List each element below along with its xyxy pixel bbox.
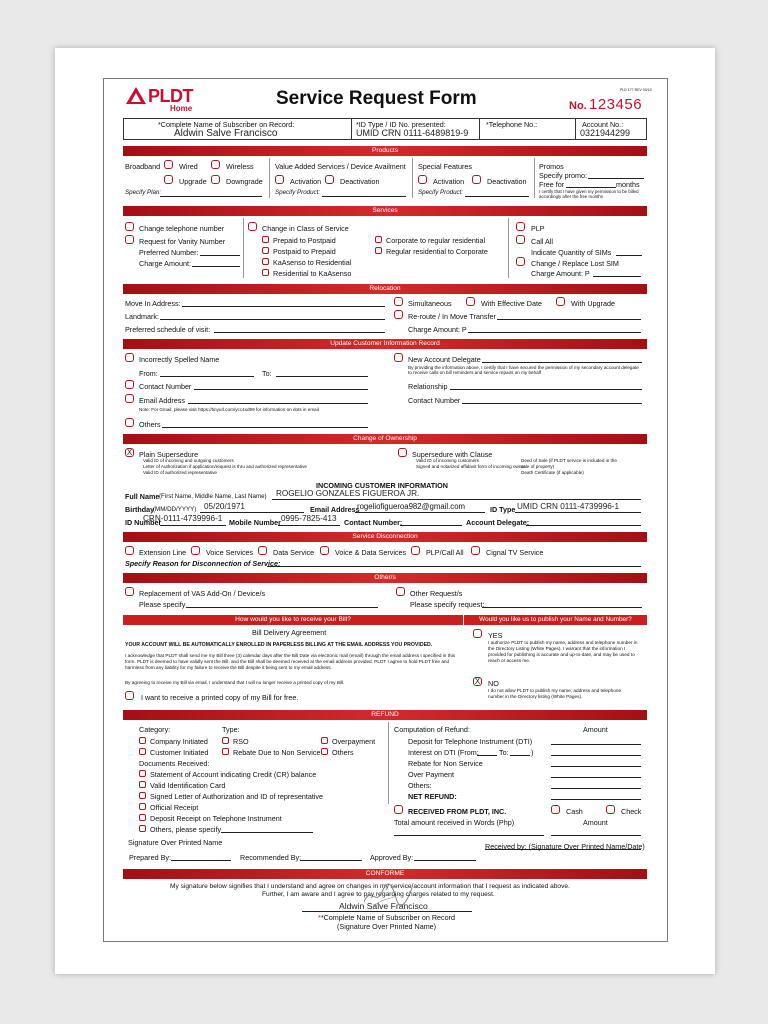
company-initiated-label: Company Initiated	[150, 737, 208, 746]
vanity-number-checkbox[interactable]	[125, 235, 134, 244]
customer-initiated-checkbox[interactable]	[139, 748, 146, 755]
full-name-hint: (First Name, Middle Name, Last Name)	[159, 493, 267, 500]
contact-number-label: Contact Number	[139, 382, 192, 391]
indicate-sims-label: Indicate Quantity of SIMs	[531, 248, 612, 257]
wired-label: Wired	[179, 162, 198, 171]
other-request-checkbox[interactable]	[396, 587, 405, 596]
voice-data-label: Voice & Data Services	[335, 548, 407, 557]
to-label: To:	[262, 369, 272, 378]
incoming-email-line	[355, 512, 485, 513]
cash-checkbox[interactable]	[551, 805, 560, 814]
new-delegate-checkbox[interactable]	[394, 353, 403, 362]
contact-number-checkbox[interactable]	[125, 380, 134, 389]
computation-label: Computation of Refund:	[394, 725, 470, 734]
plp-call-all-checkbox[interactable]	[411, 546, 420, 555]
refund-others-checkbox[interactable]	[321, 748, 328, 755]
section-others-bar: Other/s	[123, 573, 647, 583]
comp-others-label: Others:	[408, 781, 432, 790]
vas-specify-label: Please specify	[139, 600, 186, 609]
comp-interest-line[interactable]	[551, 755, 641, 756]
preferred-number-label: Preferred Number:	[139, 248, 199, 257]
simultaneous-checkbox[interactable]	[394, 297, 403, 306]
special-specify-product-label: Specify Product:	[418, 189, 464, 196]
schedule-label: Preferred schedule of visit:	[125, 325, 211, 334]
landmark-label: Landmark:	[125, 312, 159, 321]
vas-activation-checkbox[interactable]	[275, 175, 284, 184]
specify-plan-line[interactable]	[160, 196, 262, 197]
upgrade-checkbox[interactable]	[164, 175, 173, 184]
simultaneous-label: Simultaneous	[408, 299, 452, 308]
id-number-label: ID Number	[125, 518, 162, 527]
comp-interest-to-line[interactable]	[510, 755, 530, 756]
plain-note-2: Letter of Authorization if application/request is thru and authorized representative	[143, 464, 307, 469]
sim-charge-label: Charge Amount: P	[531, 269, 590, 278]
comp-rebate-line[interactable]	[551, 766, 641, 767]
publish-bar: Would you like us to publish your Name and Number?	[464, 615, 647, 625]
refund-others-label: Others	[332, 748, 354, 757]
specify-promo-line[interactable]	[588, 178, 644, 179]
vas-replacement-label: Replacement of VAS Add-On / Device/s	[139, 589, 266, 598]
wired-checkbox[interactable]	[164, 160, 173, 169]
downgrade-checkbox[interactable]	[211, 175, 220, 184]
comp-interest-label: Interest on DTI (From:	[408, 748, 479, 757]
move-in-line[interactable]	[182, 306, 385, 307]
special-deactivation-checkbox[interactable]	[472, 175, 481, 184]
received-label: RECEIVED FROM PLDT, INC.	[408, 807, 507, 816]
specify-plan-label: Specify Plan:	[125, 189, 162, 196]
rso-label: RSO	[233, 737, 249, 746]
section-ownership-bar: Change of Ownership	[123, 434, 647, 444]
residential-corp-checkbox[interactable]	[375, 247, 382, 254]
vas-activation-label: Activation	[290, 177, 322, 186]
conforme-text-2: Further, I am aware and I agree to pay regarding charges related to my request.	[262, 891, 495, 898]
others-update-label: Others	[139, 420, 161, 429]
account-no-value[interactable]: 0321944299	[580, 128, 631, 138]
refund-signature-label: Signature Over Printed Name	[128, 838, 223, 847]
doc-deposit-label: Deposit Receipt on Telephone Instrument	[150, 814, 282, 823]
relationship-label: Relationship	[408, 382, 448, 391]
doc-receipt-label: Official Receipt	[150, 803, 199, 812]
voice-services-checkbox[interactable]	[191, 546, 200, 555]
doc-id-label: Valid Identification Card	[150, 781, 226, 790]
months-label: months	[616, 180, 640, 189]
birthday-line	[200, 512, 304, 513]
bill-acknowledgement: I acknowledge that PLDT shall send me my Bill three (3) calendar days after the Bill Date via electronic mail (email) through the email address I specified in this form. PLDT is deemed to have validly sent the Bill, and the Bill shall be deemed received at the email address provided. PLDT I agree to hold PLDT free and harmless from any liability for my failure to receive the Bill despite it being sent to my email address.	[125, 653, 456, 671]
section-disconnection-bar: Service Disconnection	[123, 532, 647, 542]
supersedure-clause-label: Supersedure with Clause	[412, 450, 493, 459]
vas-specify-product-line[interactable]	[322, 196, 406, 197]
preferred-number-line[interactable]	[200, 255, 240, 256]
birthday-hint: (MM/DD/YYYY)	[153, 506, 197, 513]
relocation-charge-label: Charge Amount: P	[408, 325, 467, 334]
received-checkbox[interactable]	[394, 805, 403, 814]
corp-residential-checkbox[interactable]	[375, 236, 382, 243]
incoming-id-type-label: ID Type	[490, 505, 516, 514]
downgrade-label: Downgrade	[226, 177, 263, 186]
specify-request-line[interactable]	[482, 607, 642, 608]
total-words-line[interactable]	[394, 835, 544, 836]
special-features-title: Special Features	[418, 162, 472, 171]
bill-delivery-bar: How would you like to receive your Bill?	[123, 615, 463, 625]
account-delegate-label: Account Delegate:	[466, 518, 530, 527]
doc-deposit-checkbox[interactable]	[139, 814, 146, 821]
with-upgrade-checkbox[interactable]	[556, 297, 565, 306]
printed-bill-checkbox[interactable]	[125, 691, 134, 700]
plain-note-1: Valid ID of incoming and outgoing customers	[143, 458, 234, 463]
incoming-id-type-value[interactable]: UMID CRN 0111-4739996-1	[517, 502, 620, 511]
email-checkbox[interactable]	[125, 394, 134, 403]
wireless-label: Wireless	[226, 162, 254, 171]
change-telephone-label: Change telephone number	[139, 224, 225, 233]
conforme-name-label-text: *Complete Name of Subscriber on Record	[320, 913, 456, 922]
mobile-value[interactable]: 0995-7825-413	[281, 514, 337, 523]
paperless-notice: YOUR ACCOUNT WILL BE AUTOMATICALLY ENROLLED IN PAPERLESS BILLING AT THE EMAIL ADDRESS YOU PROVIDED.	[125, 642, 433, 648]
doc-id-checkbox[interactable]	[139, 781, 146, 788]
prepared-by-label: Prepared By:	[129, 853, 171, 862]
full-name-value[interactable]: ROGELIO GONZALES FIGUEROA JR.	[276, 489, 420, 498]
section-conforme-bar: CONFORME	[123, 869, 647, 879]
section-relocation-bar: Relocation	[123, 284, 647, 294]
disconnection-reason-line[interactable]	[267, 566, 641, 567]
subscriber-name-value[interactable]: Aldwin Salve Francisco	[174, 128, 278, 139]
received-by-line	[485, 849, 641, 850]
landmark-line[interactable]	[160, 319, 385, 320]
refund-type-label: Type:	[222, 725, 240, 734]
kaasenso-residential-checkbox[interactable]	[262, 258, 269, 265]
subscriber-name-label: *Complete Name of Subscriber on Record:	[158, 120, 295, 129]
rebate-label: Rebate Due to Non Service	[233, 748, 321, 757]
plp-label: PLP	[531, 224, 545, 233]
plain-supersedure-label: Plain Supersedure	[139, 450, 199, 459]
doc-soa-checkbox[interactable]	[139, 770, 146, 777]
special-deactivation-label: Deactivation	[487, 177, 527, 186]
special-specify-product-line[interactable]	[465, 196, 529, 197]
approved-by-label: Approved By:	[370, 853, 414, 862]
vanity-charge-label: Charge Amount:	[139, 259, 191, 268]
data-service-checkbox[interactable]	[258, 546, 267, 555]
plain-note-3: Valid ID of authorized representative	[143, 470, 217, 475]
schedule-line[interactable]	[214, 332, 385, 333]
gmail-note: Note: For Gmail, please visit https://tinyurl.com/ycc4xd99 for information on dots in email	[139, 407, 319, 412]
clause-note-a2: Signed and notarized affidavit form of incoming owner	[416, 464, 526, 469]
publish-no-label: NO	[488, 679, 499, 688]
special-activation-label: Activation	[433, 177, 465, 186]
computation-amount-label: Amount	[583, 725, 608, 734]
effective-date-label: With Effective Date	[481, 299, 542, 308]
net-refund-label: NET REFUND:	[408, 792, 457, 801]
doc-receipt-checkbox[interactable]	[139, 803, 146, 810]
doc-authorization-checkbox[interactable]	[139, 792, 146, 799]
bill-agreement-title: Bill Delivery Agreement	[252, 628, 327, 637]
doc-soa-label: Statement of Account indicating Credit (CR) balance	[150, 770, 317, 779]
full-name-line	[272, 499, 641, 500]
delegate-contact-label: Contact Number	[408, 396, 461, 405]
relocation-charge-line[interactable]	[468, 332, 641, 333]
comp-rebate-label: Rebate for Non Service	[408, 759, 483, 768]
brand-name: PLDT	[148, 86, 193, 106]
id-number-line	[160, 525, 226, 526]
change-sim-checkbox[interactable]	[516, 257, 525, 266]
incoming-email-value[interactable]: rogeliofigueroa982@gmail.com	[357, 502, 466, 511]
total-amount-line[interactable]	[551, 835, 641, 836]
full-name-label: Full Name	[125, 492, 160, 501]
to-line[interactable]	[276, 376, 368, 377]
with-upgrade-label: With Upgrade	[571, 299, 615, 308]
form-code: PLD 177 REV 03/19	[620, 88, 652, 92]
telephone-label: *Telephone No.:	[486, 120, 538, 129]
voice-data-checkbox[interactable]	[320, 546, 329, 555]
residential-corp-label: Regular residential to Corporate	[386, 247, 488, 256]
section-products-bar: Products	[123, 146, 647, 156]
cignal-tv-label: Cignal TV Service	[486, 548, 544, 557]
form-number: 123456	[589, 96, 643, 113]
change-telephone-checkbox[interactable]	[125, 222, 134, 231]
clause-note-b1: Deed of Sale (if PLDT service is included in the sale of property)	[521, 458, 617, 469]
from-label: From:	[139, 369, 158, 378]
call-all-label: Call All	[531, 237, 553, 246]
extension-line-label: Extension Line	[139, 548, 187, 557]
birthday-value[interactable]: 05/20/1971	[204, 502, 245, 511]
publish-no-text: I do not allow PLDT to publish my name, address and telephone number in the Directory listing (White Pages).	[488, 688, 622, 699]
specify-request-label: Please specify request:	[410, 600, 485, 609]
new-delegate-line[interactable]	[482, 362, 642, 363]
vas-deactivation-label: Deactivation	[340, 177, 380, 186]
comp-overpayment-line[interactable]	[551, 777, 641, 778]
change-sim-label: Change / Replace Lost SIM	[531, 259, 619, 268]
doc-others-checkbox[interactable]	[139, 825, 146, 832]
approved-by-line[interactable]	[414, 860, 476, 861]
sim-charge-line[interactable]	[593, 276, 641, 277]
clause-note-a1: Valid ID of incoming customers	[416, 458, 479, 463]
brand-sub: Home	[170, 104, 193, 113]
vas-deactivation-checkbox[interactable]	[325, 175, 334, 184]
pldt-logo-icon	[125, 86, 147, 106]
voice-services-label: Voice Services	[206, 548, 254, 557]
net-refund-line[interactable]	[551, 799, 641, 800]
account-delegate-line[interactable]	[526, 525, 641, 526]
rso-checkbox[interactable]	[222, 737, 229, 744]
received-by-label: Received by: (Signature Over Printed Name/Date)	[485, 842, 645, 851]
vanity-number-label: Request for Vanity Number	[139, 237, 226, 246]
vas-title: Value Added Services / Device Availment	[275, 162, 406, 171]
customer-initiated-label: Customer Initiated	[150, 748, 209, 757]
comp-interest-from-line[interactable]	[477, 755, 497, 756]
upgrade-label: Upgrade	[179, 177, 207, 186]
doc-others-line[interactable]	[221, 832, 313, 833]
supersedure-clause-checkbox[interactable]	[398, 448, 407, 457]
residential-kaasenso-checkbox[interactable]	[262, 269, 269, 276]
conforme-name-label: **Complete Name of Subscriber on Record	[318, 913, 456, 922]
broadband-label: Broadband	[125, 162, 161, 171]
incoming-id-type-line	[515, 512, 641, 513]
indicate-sims-line[interactable]	[616, 255, 642, 256]
rebate-checkbox[interactable]	[222, 748, 229, 755]
others-update-line[interactable]	[162, 427, 368, 428]
residential-kaasenso-label: Residential to KaAsenso	[273, 269, 352, 278]
other-request-label: Other Request/s	[410, 589, 463, 598]
prepared-by-line[interactable]	[171, 860, 231, 861]
new-delegate-label: New Account Delegate	[408, 355, 481, 364]
doc-authorization-label: Signed Letter of Authorization and ID of representative	[150, 792, 324, 801]
reroute-label: Re-route / In Move Transfer	[408, 312, 496, 321]
overpayment-label: Overpayment	[332, 737, 376, 746]
data-service-label: Data Service	[273, 548, 315, 557]
prepaid-postpaid-checkbox[interactable]	[262, 236, 269, 243]
vas-replacement-checkbox[interactable]	[125, 587, 134, 596]
incoming-contact-line[interactable]	[400, 525, 462, 526]
move-in-label: Move In Address:	[125, 299, 181, 308]
comp-dti-label: Deposit for Telephone Instrument (DTI)	[408, 737, 533, 746]
conforme-signature-line	[302, 911, 472, 912]
delegate-note: By providing the information above, I certify that I have secured the permission of my secondary account delegate to receive calls on bill reminders and service repairs on my behalf	[408, 365, 639, 376]
prepaid-postpaid-label: Prepaid to Postpaid	[273, 236, 336, 245]
plain-supersedure-checkbox[interactable]: X	[126, 448, 133, 457]
doc-others-label: Others, please specify	[150, 825, 222, 834]
cash-label: Cash	[566, 807, 583, 816]
printed-bill-label: I want to receive a printed copy of my Bill for free.	[141, 693, 299, 702]
cignal-tv-checkbox[interactable]	[471, 546, 480, 555]
others-update-checkbox[interactable]	[125, 418, 134, 427]
from-line[interactable]	[160, 376, 254, 377]
id-type-value[interactable]: UMID CRN 0111-6489819-9	[356, 128, 469, 138]
effective-date-checkbox[interactable]	[466, 297, 475, 306]
publish-yes-checkbox[interactable]	[473, 629, 482, 638]
email-line[interactable]	[188, 403, 368, 404]
contact-number-line[interactable]	[194, 389, 368, 390]
section-update-bar: Update Customer Information Record	[123, 339, 647, 349]
bill-acknowledgement-2: By agreeing to receive my Bill via email, I understand that I will no longer receive a printed copy of my Bill.	[125, 680, 345, 685]
delegate-contact-line[interactable]	[462, 403, 642, 404]
misspelled-checkbox[interactable]	[125, 353, 134, 362]
total-amount-label: Amount	[583, 818, 608, 827]
promos-title: Promos	[539, 162, 564, 171]
refund-category-label: Category:	[139, 725, 171, 734]
relationship-line[interactable]	[450, 389, 642, 390]
company-initiated-checkbox[interactable]	[139, 737, 146, 744]
vas-specify-product-label: Specify Product:	[275, 189, 321, 196]
free-for-label: Free for	[539, 180, 565, 189]
wireless-checkbox[interactable]	[211, 160, 220, 169]
comp-overpayment-label: Over Payment	[408, 770, 454, 779]
incoming-email-label: Email Address	[310, 505, 360, 514]
overpayment-checkbox[interactable]	[321, 737, 328, 744]
section-services-bar: Services	[123, 206, 647, 216]
recommended-by-line[interactable]	[300, 860, 362, 861]
call-all-checkbox[interactable]	[516, 235, 525, 244]
comp-interest-to-label: To:	[499, 748, 509, 757]
total-words-label: Total amount received in Words (Php)	[394, 818, 515, 827]
plp-checkbox[interactable]	[516, 222, 525, 231]
documents-received-label: Documents Received:	[139, 759, 210, 768]
special-activation-checkbox[interactable]	[418, 175, 427, 184]
postpaid-prepaid-label: Postpaid to Prepaid	[273, 247, 336, 256]
check-checkbox[interactable]	[606, 805, 615, 814]
corp-residential-label: Corporate to regular residential	[386, 236, 486, 245]
free-for-line[interactable]	[566, 187, 616, 188]
change-class-checkbox[interactable]	[248, 222, 257, 231]
mobile-label: Mobile Number	[229, 518, 281, 527]
form-title: Service Request Form	[276, 88, 477, 109]
mobile-line	[278, 525, 340, 526]
check-label: Check	[621, 807, 642, 816]
extension-line-checkbox[interactable]	[125, 546, 134, 555]
vanity-charge-line[interactable]	[192, 266, 240, 267]
disconnection-reason-label: Specify Reason for Disconnection of Service:	[125, 559, 281, 568]
publish-yes-text: I authorize PLDT to publish my name, address and telephone number in the Directory Listing (White Pages). I warrant that the information I provided for publishing is accurate and up-to-date, and may be used to reach or access me.	[488, 640, 638, 663]
birthday-label: Birthday	[125, 505, 155, 514]
incoming-contact-label: Contact Number:	[344, 518, 403, 527]
id-number-value[interactable]: CRN-0111-4739996-1	[143, 514, 223, 523]
conforme-text-1: My signature below signifies that I understand and agree on changes in my service/account information that I request as indicated above.	[170, 883, 570, 890]
section-refund-bar: REFUND	[123, 710, 647, 720]
publish-no-checkbox[interactable]: X	[474, 677, 481, 686]
account-no-label: Account No.:	[582, 120, 624, 129]
clause-note-b2: Death Certificate (if applicable)	[521, 470, 584, 475]
postpaid-prepaid-checkbox[interactable]	[262, 247, 269, 254]
comp-others-line[interactable]	[551, 788, 641, 789]
vas-specify-line[interactable]	[186, 607, 378, 608]
publish-yes-label: YES	[488, 631, 503, 640]
misspelled-label: Incorrectly Spelled Name	[139, 355, 220, 364]
change-class-label: Change in Class of Service	[262, 224, 349, 233]
promo-note: I certify that I have given my permission to be billed accordingly after the free months	[539, 189, 639, 199]
kaasenso-residential-label: KaAsenso to Residential	[273, 258, 352, 267]
incoming-info-title: INCOMING CUSTOMER INFORMATION	[316, 481, 448, 490]
email-label: Email Address	[139, 396, 185, 405]
recommended-by-label: Recommended By:	[240, 853, 302, 862]
plp-call-all-label: PLP/Call All	[426, 548, 464, 557]
conforme-name-value[interactable]: Aldwin Salve Francisco	[339, 901, 428, 911]
reroute-line[interactable]	[497, 319, 641, 320]
reroute-checkbox[interactable]	[394, 310, 403, 319]
id-type-label: *ID Type / ID No. presented:	[356, 120, 446, 129]
specify-promo-label: Specify promo:	[539, 171, 587, 180]
conforme-signature-label: (Signature Over Printed Name)	[337, 922, 437, 931]
form-number-label: No.	[569, 100, 587, 112]
comp-dti-line[interactable]	[551, 744, 641, 745]
